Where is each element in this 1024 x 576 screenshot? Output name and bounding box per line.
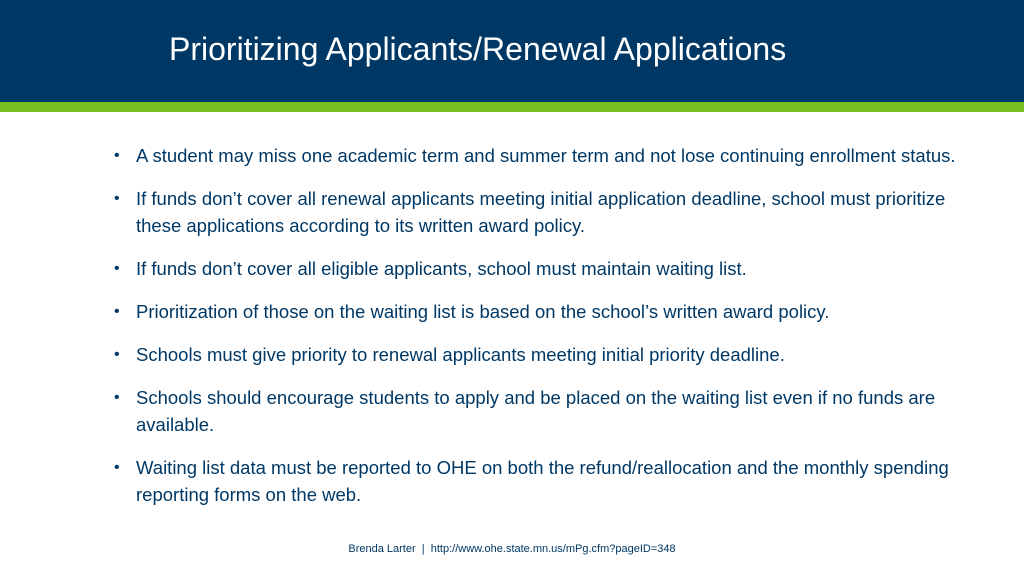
slide-title: Prioritizing Applicants/Renewal Applications <box>169 31 787 67</box>
header-banner <box>0 0 1024 102</box>
bullet-text: If funds don’t cover all renewal applicants meeting initial application deadline, school must prioritize these applications according to its written award policy. <box>136 188 946 236</box>
bullet-item <box>112 341 992 368</box>
bullet-item <box>112 298 992 325</box>
bullet-text: A student may miss one academic term and summer term and not lose continuing enrollment status. <box>136 145 956 166</box>
bullet-dot-icon: • <box>114 190 120 207</box>
bullet-dot-icon: • <box>114 389 120 406</box>
bullet-item <box>112 142 992 169</box>
bullet-item <box>112 454 992 508</box>
bullet-item <box>112 384 992 438</box>
bullet-dot-icon: • <box>114 260 120 277</box>
footer <box>0 541 1024 557</box>
green-accent-bar <box>0 102 1024 112</box>
bullet-text: Prioritization of those on the waiting list is based on the school’s written award policy. <box>136 301 830 322</box>
bullet-list <box>112 142 992 524</box>
bullet-dot-icon: • <box>114 459 120 476</box>
bullet-item <box>112 185 992 239</box>
bullet-item <box>112 255 992 282</box>
bullet-dot-icon: • <box>114 346 120 363</box>
bullet-text: Schools must give priority to renewal applicants meeting initial priority deadline. <box>136 344 785 365</box>
bullet-text: Waiting list data must be reported to OHE on both the refund/reallocation and the monthly spending reporting forms on the web. <box>136 457 949 505</box>
footer-author: Brenda Larter <box>348 543 416 555</box>
footer-url-link[interactable]: http://www.ohe.state.mn.us/mPg.cfm?pageID=348 <box>430 543 676 555</box>
bullet-dot-icon: • <box>114 147 120 164</box>
footer-separator: | <box>421 543 425 555</box>
bullet-text: Schools should encourage students to apply and be placed on the waiting list even if no funds are available. <box>136 387 936 435</box>
bullet-dot-icon: • <box>114 303 120 320</box>
bullet-text: If funds don’t cover all eligible applicants, school must maintain waiting list. <box>136 258 747 279</box>
